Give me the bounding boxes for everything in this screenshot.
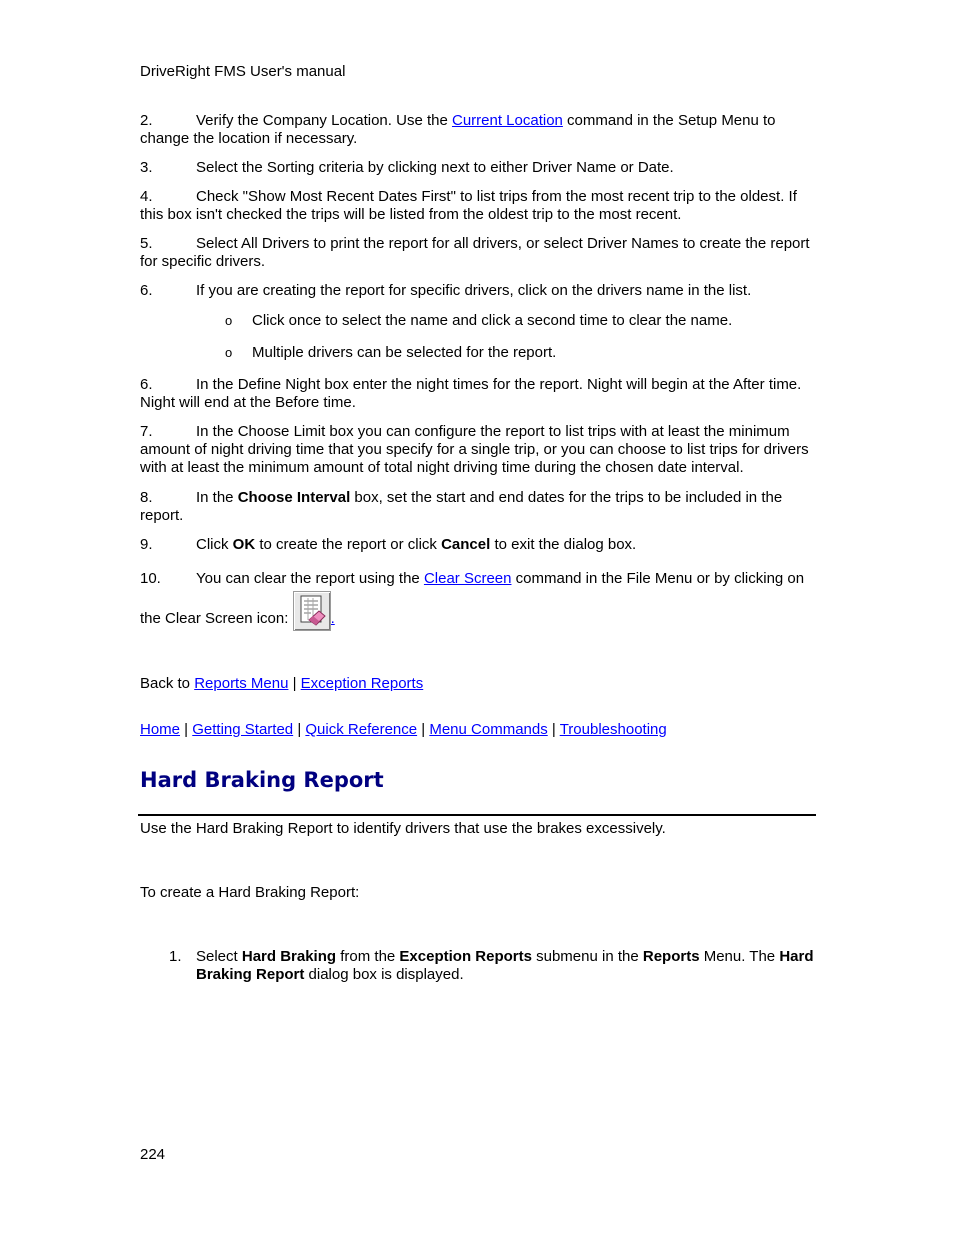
step-2: 2. Verify the Company Location. Use the Current Location command in the Setup Menu to change the location if necessary. (140, 112, 776, 147)
step-number: 8. (140, 489, 153, 506)
section-divider (138, 814, 816, 816)
step-number: 2. (140, 112, 153, 129)
manual-title: DriveRight FMS User's manual (140, 63, 346, 80)
current-location-link[interactable]: Current Location (451, 112, 563, 129)
document-body (140, 112, 820, 984)
step-10: 10. You can clear the report using the Clear Screen command in the File Menu or by clicking on the Clear Screen icon: . (140, 566, 820, 631)
step-4: 4. Check "Show Most Recent Dates First" to list trips from the most recent trip to the oldest. If this box isn't checked the trips will be listed from the oldest trip to the most recent. (140, 188, 797, 223)
step-number: 6. (140, 376, 153, 393)
nav-home-link[interactable]: Home (140, 721, 181, 738)
nav-menu-commands-link[interactable]: Menu Commands (429, 721, 548, 738)
bullet-item: o Click once to select the name and click a second time to clear the name. (225, 312, 733, 329)
nav-getting-started-link[interactable]: Getting Started (192, 721, 294, 738)
bullet-mark: o (225, 345, 233, 360)
step-number: 3. (140, 159, 153, 176)
section-intro: Use the Hard Braking Report to identify drivers that use the brakes excessively. (140, 820, 666, 837)
step-6-drivers: 6. If you are creating the report for specific drivers, click on the drivers name in the list. (140, 282, 752, 299)
section-title: Hard Braking Report (140, 768, 384, 792)
page-number: 224 (140, 1146, 166, 1163)
step-number: 6. (140, 282, 153, 299)
step-number: 5. (140, 235, 153, 252)
step-3: 3. Select the Sorting criteria by clicking next to either Driver Name or Date. (140, 159, 674, 176)
nav-quick-reference-link[interactable]: Quick Reference (305, 721, 418, 738)
clear-screen-link[interactable]: Clear Screen (423, 570, 512, 587)
clear-screen-icon-link[interactable]: . (330, 610, 335, 627)
list-number: 1. (169, 948, 182, 965)
step-number: 4. (140, 188, 153, 205)
nav-troubleshooting-link[interactable]: Troubleshooting (559, 721, 667, 738)
back-navigation: Back to Reports Menu | Exception Reports (140, 675, 424, 692)
section-howto: To create a Hard Braking Report: (140, 884, 360, 901)
step-5: 5. Select All Drivers to print the report for all drivers, or select Driver Names to create the report for specific drivers. (140, 235, 810, 270)
step-number: 9. (140, 536, 153, 553)
step-number: 10. (140, 570, 161, 587)
step-8: 8. In the Choose Interval box, set the start and end dates for the trips to be included in the report. (140, 489, 783, 524)
step-7: 7. In the Choose Limit box you can configure the report to list trips with at least the minimum amount of night driving time that you specify for a single trip, or you can choose to list trips for drivers with at least the minimum amount of total night driving time during the chosen date interval. (140, 423, 809, 476)
step-6-night: 6. In the Define Night box enter the night times for the report. Night will begin at the After time. Night will end at the Before time. (140, 376, 802, 411)
page-footer (140, 1146, 165, 1164)
reports-menu-link[interactable]: Reports Menu (194, 675, 289, 692)
page-header (140, 63, 345, 81)
clear-screen-icon[interactable] (293, 591, 331, 631)
step-number: 7. (140, 423, 153, 440)
bullet-mark: o (225, 313, 233, 328)
list-item: 1. Select Hard Braking from the Exception Reports submenu in the Reports Menu. The Hard Braking Report dialog box is displayed. (169, 948, 814, 983)
step-9: 9. Click OK to create the report or click Cancel to exit the dialog box. (140, 536, 637, 553)
bullet-item: o Multiple drivers can be selected for the report. (225, 344, 557, 361)
main-navigation: Home | Getting Started | Quick Reference | Menu Commands | Troubleshooting (140, 721, 667, 738)
exception-reports-link[interactable]: Exception Reports (300, 675, 424, 692)
